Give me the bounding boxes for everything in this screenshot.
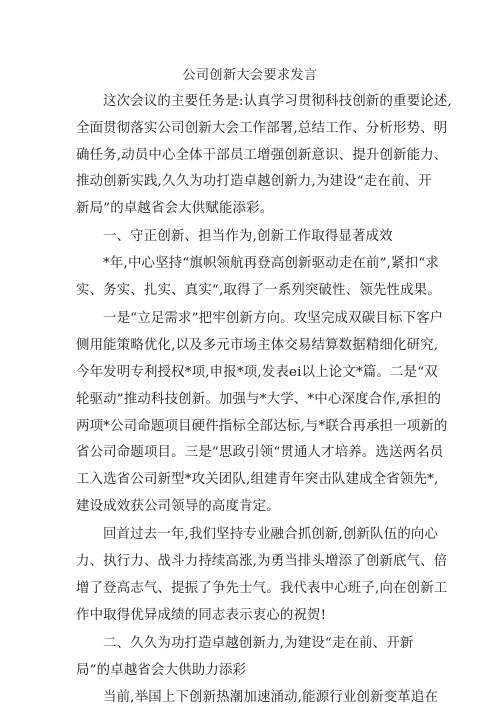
paragraph-line: 省公司命题项目。三是“思政引领“贯通人才培养。选送两名员 [76,445,444,460]
paragraph-line: 侧用能策略优化,以及多元市场主体交易结算数据精细化研究, [76,338,439,353]
paragraph-line: 建设成效获公司领导的高度肯定。 [76,499,280,514]
paragraph-line: 全面贯彻落实公司创新大会工作部署,总结工作、分析形势、明 [76,121,448,136]
paragraph-line: 当前,举国上下创新热潮加速涌动,能源行业创新变革追在 [103,690,439,705]
paragraph-line: 今年发明专利授权*项,申报*项,发表ei以上论文*篇。二是“双 [76,365,438,380]
paragraph-line: 这次会议的主要任务是:认真学习贯彻科技创新的重要论述, [103,94,452,109]
paragraph-line: 力、执行力、战斗力持续高涨,为勇当排头增添了创新底气、倍 [76,554,448,569]
paragraph-line: *年,中心坚持“旗帜领航再登高创新驱动走在前”,紧扣“求 [103,256,439,271]
paragraph-line: 工入选省公司新型*攻关团队,组建青年突击队建成全省领先*, [76,472,439,487]
paragraph-line: 两项*公司命题项目硬件指标全部达标,与*联合再承担一项新的 [76,419,448,434]
paragraph-line: 作中取得优异成绩的同志表示衷心的祝贺! [76,608,327,623]
paragraph-line: 新局”的卓越省会大供赋能添彩。 [76,201,274,216]
paragraph-line: 确任务,动员中心全体干部员工增强创新意识、提升创新能力、 [76,148,448,163]
paragraph-line: 一是“立足需求”把牢创新方向。攻坚完成双碳目标下客户 [103,311,444,326]
paragraph-line: 轮驱动”推动科技创新。加强与*大学、*中心深度合作,承担的 [76,392,442,407]
paragraph-line: 推动创新实践,久久为功打造卓越创新力,为建设“走在前、开 [76,174,432,189]
section-heading: 二、久久为功打造卓越创新力,为建设“走在前、开新 [103,636,414,651]
paragraph-line: 实、务实、扎实、真实“,取得了一系列突破性、领先性成果。 [76,283,441,298]
section-heading: 局”的卓越省会大供助力添彩 [76,663,247,678]
document-title: 公司创新大会要求发言 [182,68,318,83]
paragraph-line: 增了登高志气、提振了争先士气。我代表中心班子,向在创新工 [76,581,448,596]
paragraph-line: 回首过去一年,我们坚持专业融合抓创新,创新队伍的向心 [103,527,439,542]
section-heading: 一、守正创新、担当作为,创新工作取得显著成效 [103,229,393,244]
